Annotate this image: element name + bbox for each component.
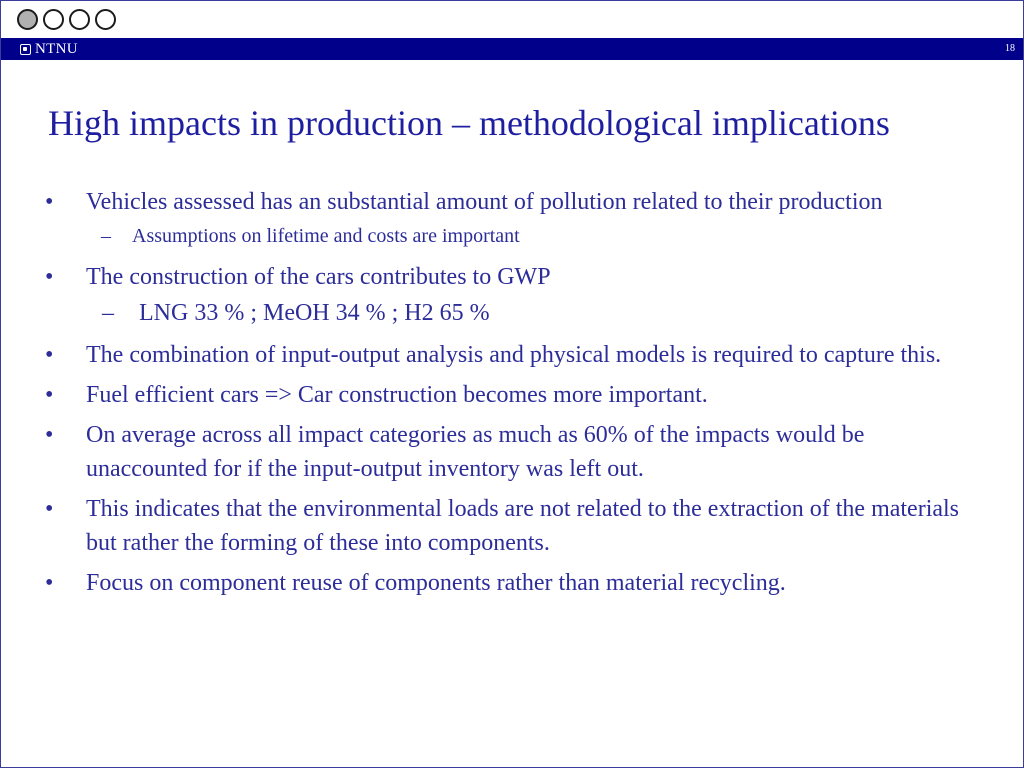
bullet-marker: • — [45, 382, 54, 408]
bullet-text: Vehicles assessed has an substantial amount of pollution related to their production — [86, 189, 883, 215]
bullet-item — [45, 338, 985, 372]
bullet-text: Fuel efficient cars => Car construction becomes more important. — [86, 382, 708, 408]
bullet-text: Focus on component reuse of components rather than material recycling. — [86, 570, 786, 596]
bullet-text: The construction of the cars contributes to GWP — [86, 264, 551, 290]
bullet-item — [45, 260, 985, 294]
bullet-marker: • — [45, 342, 54, 368]
bullet-marker: • — [45, 264, 54, 290]
bullet-item — [45, 185, 985, 219]
dash-marker: – — [102, 300, 114, 326]
slide-title: High impacts in production – methodological implications — [48, 103, 890, 143]
header-bar — [1, 38, 1023, 60]
bullet-marker: • — [45, 189, 54, 215]
dash-marker: – — [101, 225, 111, 247]
circle-icon — [95, 9, 116, 30]
bullet-text: On average across all impact categories as much as 60% of the impacts would be unaccounted for if the input-output inventory was left out. — [86, 422, 865, 482]
bullet-marker: • — [45, 496, 54, 522]
circle-icon — [43, 9, 64, 30]
bullet-text: The combination of input-output analysis and physical models is required to capture this. — [86, 342, 942, 368]
sub-bullet-text: LNG 33 % ; MeOH 34 % ; H2 65 % — [139, 300, 490, 326]
bullet-marker: • — [45, 570, 54, 596]
circle-icon — [69, 9, 90, 30]
logo-circles — [17, 9, 116, 30]
bullet-marker: • — [45, 422, 54, 448]
bullet-list — [45, 185, 985, 606]
bullet-text: This indicates that the environmental loads are not related to the extraction of the materials but rather the forming of these into components. — [86, 496, 960, 556]
bullet-item — [45, 418, 985, 486]
sub-bullet-item — [45, 223, 985, 249]
ntnu-logo-icon — [20, 44, 31, 55]
bullet-item — [45, 378, 985, 412]
brand — [20, 41, 78, 57]
bullet-item — [45, 492, 985, 560]
slide-number: 18 — [1005, 43, 1015, 54]
bullet-item — [45, 566, 985, 600]
circle-icon — [17, 9, 38, 30]
brand-label: NTNU — [35, 41, 78, 57]
sub-bullet-text: Assumptions on lifetime and costs are important — [132, 225, 520, 247]
sub-bullet-item — [45, 298, 985, 328]
